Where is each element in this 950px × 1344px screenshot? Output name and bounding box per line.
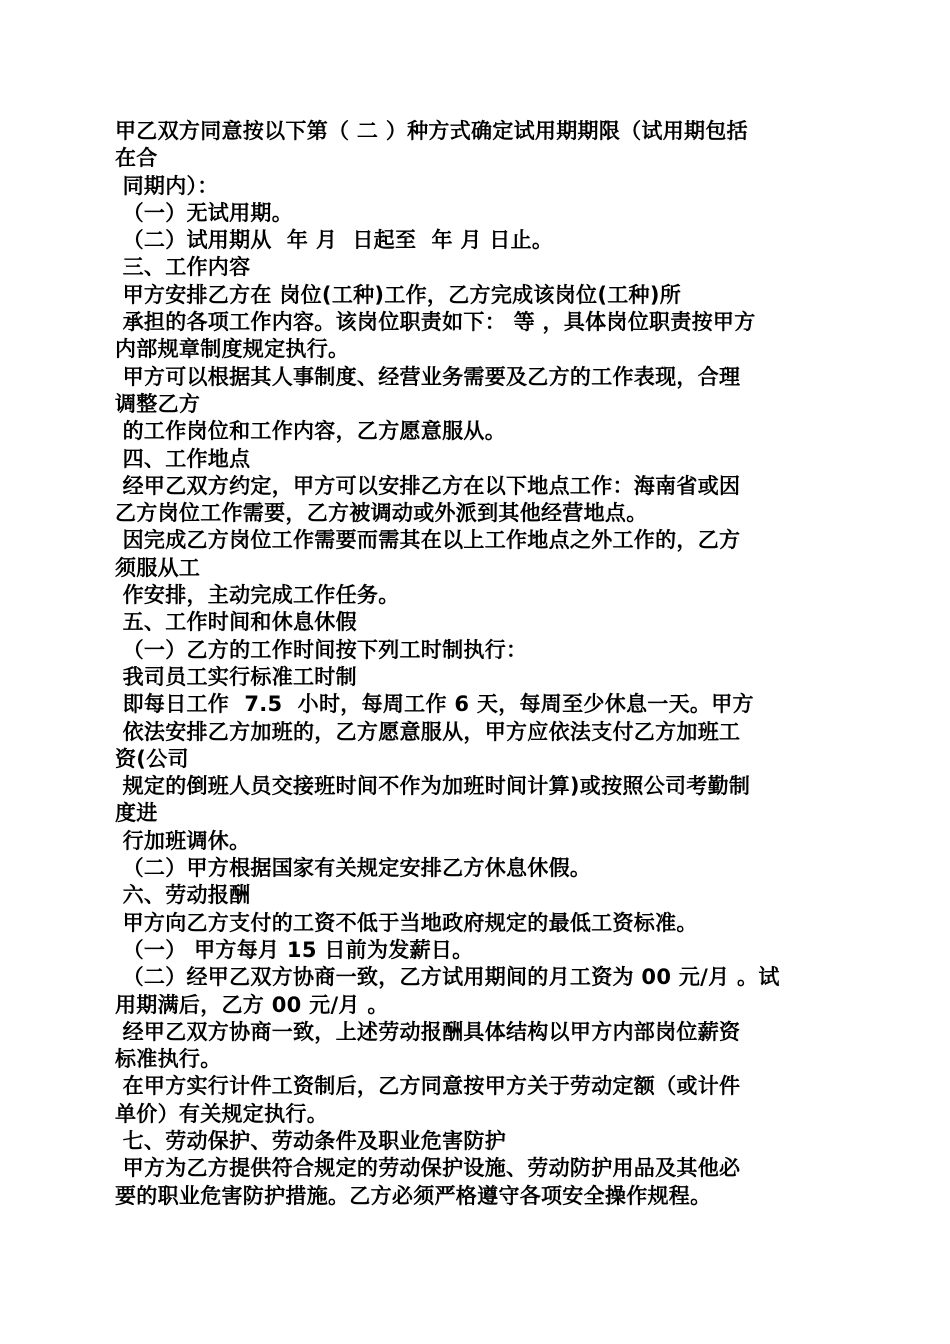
text-line: 在合 <box>115 146 158 171</box>
text-line: 四、工作地点 <box>115 446 251 471</box>
text-line: 三、工作内容 <box>115 255 251 280</box>
text-line: （一） 甲方每月 15 日前为发薪日。 <box>115 937 474 962</box>
text-line: 度进 <box>115 801 158 826</box>
text-line: 要的职业危害防护措施。乙方必须严格遵守各项安全操作规程。 <box>115 1183 712 1208</box>
text-line: 单价）有关规定执行。 <box>115 1101 328 1126</box>
text-line: 作安排，主动完成工作任务。 <box>115 583 400 608</box>
text-line: 乙方岗位工作需要，乙方被调动或外派到其他经营地点。 <box>115 501 648 526</box>
text-line: 同期内）： <box>115 173 219 198</box>
text-line: 标准执行。 <box>115 1047 222 1072</box>
text-line: 规定的倒班人员交接班时间不作为加班时间计算)或按照公司考勤制 <box>115 774 751 799</box>
text-line: （二）甲方根据国家有关规定安排乙方休息休假。 <box>115 856 592 881</box>
text-line: 行加班调休。 <box>115 828 251 853</box>
text-line: 我司员工实行标准工时制 <box>115 664 357 689</box>
text-line: 五、工作时间和休息休假 <box>115 610 357 635</box>
text-line: 六、劳动报酬 <box>115 883 251 908</box>
text-line: 甲方为乙方提供符合规定的劳动保护设施、劳动防护用品及其他必 <box>115 1156 741 1181</box>
text-line: （一）乙方的工作时间按下列工时制执行： <box>115 637 528 662</box>
text-line: 甲方安排乙方在 岗位(工种)工作，乙方完成该岗位(工种)所 <box>115 282 682 307</box>
text-line: （一）无试用期。 <box>115 200 294 225</box>
text-line: （二）经甲乙双方协商一致，乙方试用期间的月工资为 00 元/月 。试 <box>115 965 780 990</box>
text-line: 在甲方实行计件工资制后，乙方同意按甲方关于劳动定额（或计件 <box>115 1074 741 1099</box>
text-line: 须服从工 <box>115 555 201 580</box>
document-body <box>115 118 840 1210</box>
text-line: 用期满后，乙方 00 元/月 。 <box>115 992 389 1017</box>
text-line: 甲方向乙方支付的工资不低于当地政府规定的最低工资标准。 <box>115 910 698 935</box>
text-line: 因完成乙方岗位工作需要而需其在以上工作地点之外工作的，乙方 <box>115 528 741 553</box>
text-line: 依法安排乙方加班的，乙方愿意服从，甲方应依法支付乙方加班工 <box>115 719 741 744</box>
text-line: 调整乙方 <box>115 391 201 416</box>
text-line: 七、劳动保护、劳动条件及职业危害防护 <box>115 1128 507 1153</box>
text-line: 甲乙双方同意按以下第（ 二 ）种方式确定试用期期限（试用期包括 <box>115 119 748 143</box>
text-line: 资(公司 <box>115 746 189 771</box>
text-line: 的工作岗位和工作内容，乙方愿意服从。 <box>115 419 507 444</box>
text-line: 内部规章制度规定执行。 <box>115 337 350 362</box>
text-line: 甲方可以根据其人事制度、经营业务需要及乙方的工作表现，合理 <box>115 364 741 389</box>
text-line: 即每日工作 7.5 小时，每周工作 6 天，每周至少休息一天。甲方 <box>115 692 754 717</box>
text-line: 经甲乙双方协商一致，上述劳动报酬具体结构以甲方内部岗位薪资 <box>115 1019 741 1044</box>
text-line: 承担的各项工作内容。该岗位职责如下： 等 ，具体岗位职责按甲方 <box>115 310 756 335</box>
text-line: （二）试用期从 年 月 日起至 年 月 日止。 <box>115 228 554 253</box>
text-line: 经甲乙双方约定，甲方可以安排乙方在以下地点工作：海南省或因 <box>115 473 741 498</box>
